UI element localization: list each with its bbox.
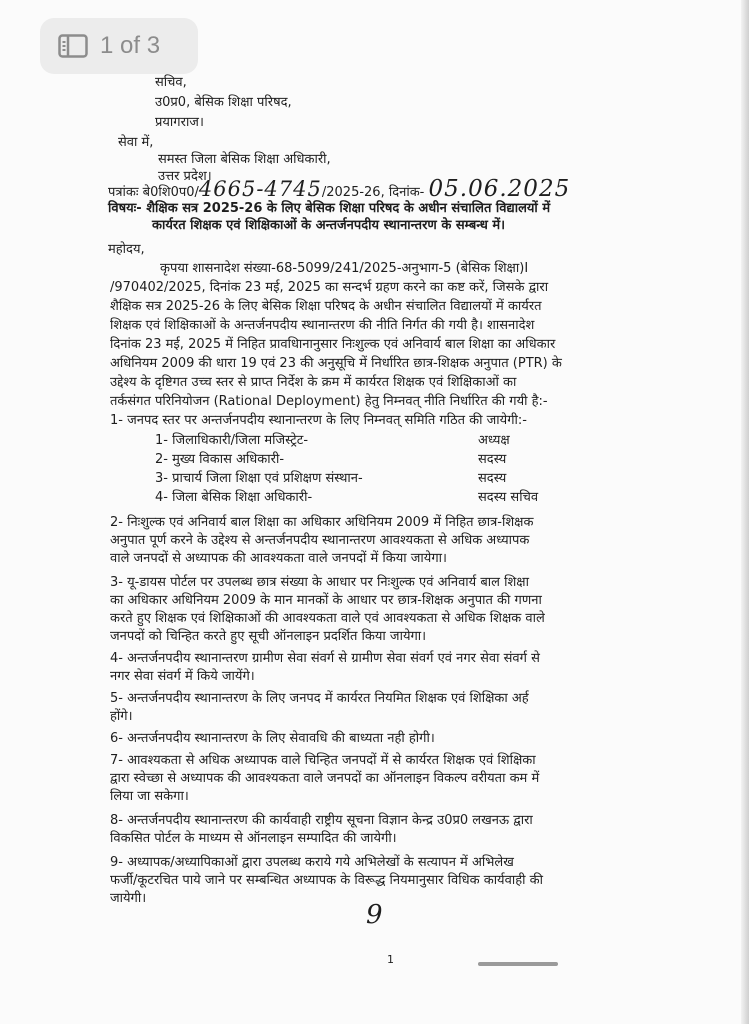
point-line: 9- अध्यापक/अध्यापिकाओं द्वारा उपलब्ध कराये गये अभिलेखों के सत्यापन में अभिलेख (110, 855, 514, 870)
committee-position: अध्यक्ष (478, 433, 510, 448)
point-line: जनपदों को चिन्हित करते हुए सूची ऑनलाइन प्रदर्शित किया जायेगा। (110, 629, 427, 644)
point-line: का अधिकार अधिनियम 2009 के मान मानकों के आधार पर छात्र-शिक्षक अनुपात की गणना (110, 593, 542, 608)
page-edge (741, 0, 749, 1024)
point-line: नगर सेवा संवर्ग में किये जायेंगे। (110, 669, 255, 684)
footer-mark (478, 962, 558, 966)
committee-role: 2- मुख्य विकास अधिकारी- (155, 452, 285, 467)
point-line: विकसित पोर्टल के माध्यम से ऑनलाइन सम्पादित की जायेगी। (110, 831, 397, 846)
page-list-icon (58, 34, 88, 58)
from-line: सचिव, (155, 75, 187, 90)
from-line: उ0प्र0, बेसिक शिक्षा परिषद, (155, 95, 292, 110)
body-line: शैक्षिक सत्र 2025-26 के लिए बेसिक शिक्षा परिषद के अधीन संचालित विद्यालयों में कार्यरत (110, 299, 542, 314)
point-line: द्वारा स्वेच्छा से अध्यापक की आवश्यकता वाले जनपदों का ऑनलाइन विकल्प वरीयता कम में (110, 771, 540, 786)
committee-position: सदस्य (478, 452, 507, 467)
committee-role: 4- जिला बेसिक शिक्षा अधिकारी- (155, 490, 313, 505)
committee-position: सदस्य (478, 471, 507, 486)
committee-role: 1- जिलाधिकारी/जिला मजिस्ट्रेट- (155, 433, 309, 448)
body-line: कृपया शासनादेश संख्या-68-5099/241/2025-अनुभाग-5 (बेसिक शिक्षा)I (160, 261, 529, 276)
point-line: 3- यू-डायस पोर्टल पर उपलब्ध छात्र संख्या के आधार पर निःशुल्क एवं अनिवार्य बाल शिक्षा (110, 575, 529, 590)
reference-handwritten: 4665-4745 (198, 177, 322, 201)
point-line: होंगे। (110, 709, 133, 724)
reference-mid: /2025-26, दिनांक- (321, 185, 425, 200)
page-indicator-text: 1 of 3 (100, 32, 161, 59)
reference-prefix: पत्रांकः बे0शि0प0/ (108, 185, 199, 200)
point-line: करते हुए शिक्षक एवं शिक्षिकाओं की आवश्यकता वाले एवं आवश्यकता से अधिक शिक्षक वाले (110, 611, 545, 626)
salutation: महोदय, (108, 242, 145, 257)
page-number: 1 (387, 953, 394, 966)
committee-role: 3- प्राचार्य जिला शिक्षा एवं प्रशिक्षण संस्थान- (155, 471, 363, 486)
body-line: /970402/2025, दिनांक 23 मई, 2025 का सन्दर्भ ग्रहण करने का कष्ट करें, जिसके द्वारा (110, 280, 549, 295)
subject-line: कार्यरत शिक्षक एवं शिक्षिकाओं के अन्तर्जनपदीय स्थानान्तरण के सम्बन्ध में। (152, 218, 506, 233)
body-line: 1- जनपद स्तर पर अन्तर्जनपदीय स्थानान्तरण के लिए निम्नवत् समिति गठित की जायेगी:- (110, 413, 527, 428)
point-line: 4- अन्तर्जनपदीय स्थानान्तरण ग्रामीण सेवा संवर्ग से ग्रामीण सेवा संवर्ग एवं नगर सेवा संवर्ग से (110, 651, 540, 666)
body-line: उद्देश्य के दृष्टिगत उच्च स्तर से प्राप्त निर्देश के क्रम में कार्यरत शिक्षक एवं शिक्षिकाओं का (110, 375, 517, 390)
point-line: जायेगी। (110, 891, 147, 906)
committee-position: सदस्य सचिव (478, 490, 539, 505)
point-line: 6- अन्तर्जनपदीय स्थानान्तरण के लिए सेवावधि की बाध्यता नही होगी। (110, 731, 435, 746)
point-line: लिया जा सकेगा। (110, 789, 189, 804)
body-line: दिनांक 23 मई, 2025 में निहित प्रावधिानानुसार निःशुल्क एवं अनिवार्य बाल शिक्षा का अधिकार (110, 337, 556, 352)
body-line: तर्कसंगत परिनियोजन (Rational Deployment) हेतु निम्नवत् नीति निर्धारित की गयी है:- (110, 394, 548, 409)
page-indicator[interactable] (40, 18, 198, 74)
subject-line: विषयः- शैक्षिक सत्र 2025-26 के लिए बेसिक शिक्षा परिषद के अधीन संचालित विद्यालयों में (108, 201, 551, 216)
point-line: 5- अन्तर्जनपदीय स्थानान्तरण के लिए जनपद में कार्यरत नियमित शिक्षक एवं शिक्षिका अर्ह (110, 691, 529, 706)
point-line: वाले जनपदों से अध्यापक की आवश्यकता वाले जनपदों में किया जायेगा। (110, 551, 447, 566)
to-line: समस्त जिला बेसिक शिक्षा अधिकारी, (158, 152, 331, 167)
point-line: 7- आवश्यकता से अधिक अध्यापक वाले चिन्हित जनपदों में से कार्यरत शिक्षक एवं शिक्षिका (110, 753, 536, 768)
point-line: 2- निःशुल्क एवं अनिवार्य बाल शिक्षा का अधिकार अधिनियम 2009 में निहित छात्र-शिक्षक (110, 515, 534, 530)
point-line: फर्जी/कूटरचित पाये जाने पर सम्बन्धित अध्यापक के विरूद्ध नियमानुसार विधिक कार्यवाही की (110, 873, 543, 888)
point-line: अनुपात पूर्ण करने के उद्देश्य से अन्तर्जनपदीय स्थानान्तरण आवश्यकता से अधिक अध्यापक (110, 533, 530, 548)
to-label: सेवा में, (118, 135, 154, 150)
body-line: शिक्षक एवं शिक्षिकाओं के अन्तर्जनपदीय स्थानान्तरण की नीति निर्गत की गयी है। शासनादेश (110, 318, 535, 333)
to-line: उत्तर प्रदेश। (158, 169, 212, 184)
date-handwritten: 05.06.2025 (428, 176, 571, 202)
handwritten-initials: 9 (366, 900, 384, 930)
point-line: 8- अन्तर्जनपदीय स्थानान्तरण की कार्यवाही राष्ट्रीय सूचना विज्ञान केन्द्र उ0प्र0 लखनऊ द्वारा (110, 813, 533, 828)
from-line: प्रयागराज। (155, 115, 204, 130)
body-line: अधिनियम 2009 की धारा 19 एवं 23 की अनुसूचि में निर्धारित छात्र-शिक्षक अनुपात (PTR) के (110, 356, 562, 371)
